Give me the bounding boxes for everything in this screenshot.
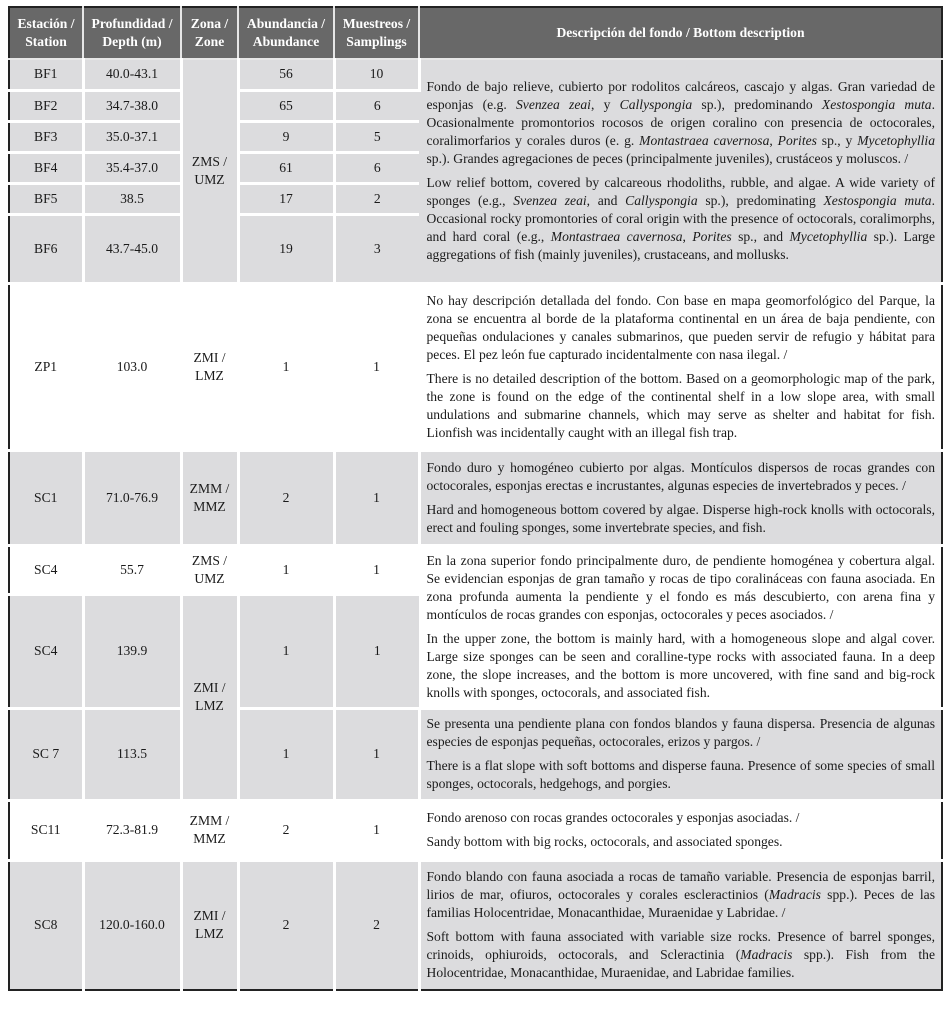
header-samplings-es: Muestreos / [342,16,411,31]
cell-abundance: 1 [238,545,334,594]
description-en: In the upper zone, the bottom is mainly hard, with a homogeneous slope and algal cover. Large size sponges can be seen and coralline-type rocks with associated fauna. In a deep zone, the slope increases, and the bottom is more uncovered, with fine sand and big-rock knolls with sponges, octocorals, and associated fish. [426,630,935,700]
cell-samplings: 1 [334,594,419,708]
cell-depth: 72.3-81.9 [83,800,181,860]
cell-zone [181,860,238,990]
description-en: Low relief bottom, covered by calcareous rhodoliths, rubble, and algae. A wide variety of sponges (e.g., Svenzea zeai, and Callyspongia sp.), predominating Xestospongia muta. Occasional rocky promontories of coral origin with the presence of octocorals, coralimorphs, and hard coral (e.g., Montastraea cavernosa, Porites sp., and Mycetophyllia sp.). Large aggregations of fish (mainly juveniles), crustaceans, and mollusks. [426,174,936,262]
zone-es: ZMI / [193,908,226,924]
species-name: Svenzea zeai [513,192,587,208]
cell-station: SC 7 [9,708,83,800]
cell-depth: 38.5 [83,183,181,214]
cell-samplings: 2 [334,860,419,990]
cell-samplings: 1 [334,800,419,860]
species-name: Montastraea cavernosa [639,132,770,148]
species-name: Porites [777,132,817,148]
zone-en: LMZ [195,926,224,942]
zone-es: ZMM / [189,480,230,496]
description-es: Fondo de bajo relieve, cubierto por rodolitos calcáreos, cascajo y algas. Gran variedad de esponjas (e.g. Svenzea zeai, y Callyspongia sp.), predominando Xestospongia muta. Ocasionalmente promontorios rocosos de origen coralino con presencia de octocorales, coralimorfarios y corales duros (e. g. Montastraea cavernosa, Porites sp., y Mycetophyllia sp.). Grandes agregaciones de peces (principalmente juveniles), crustáceos y moluscos. / [426,78,935,166]
header-description: Descripción del fondo / Bottom description [419,7,942,59]
cell-abundance: 61 [238,152,334,183]
header-zone-es: Zona / [190,16,229,31]
description-en: There is no detailed description of the bottom. Based on a geomorphologic map of the park, the zone is found on the edge of the continental shelf in a low slope area, with small undulations and submarine channels, which may serve as shelter and habitat for fish. Lionfish was incidentally caught with an illegal fish trap. [426,370,935,440]
species-name: Montastraea cavernosa [550,228,683,244]
zone-en: UMZ [194,570,225,586]
zone-es: ZMI / [193,680,226,695]
cell-depth: 35.0-37.1 [83,121,181,152]
species-name: Madracis [740,947,793,963]
cell-station: SC11 [9,800,83,860]
cell-abundance: 17 [238,183,334,214]
cell-station: BF5 [9,183,83,214]
cell-station: BF1 [9,59,83,90]
header-row [9,7,942,59]
cell-abundance: 19 [238,214,334,283]
cell-station: SC4 [9,545,83,594]
cell-description [419,59,942,283]
species-name: Svenzea zeai [516,96,591,112]
cell-samplings: 2 [334,183,419,214]
cell-samplings: 1 [334,708,419,800]
cell-abundance: 1 [238,283,334,450]
cell-zone [181,283,238,450]
cell-samplings: 6 [334,90,419,121]
cell-depth: 139.9 [83,594,181,708]
cell-depth: 71.0-76.9 [83,450,181,545]
cell-description [419,800,942,860]
cell-depth: 40.0-43.1 [83,59,181,90]
table-row [9,708,942,800]
description-es: Fondo blando con fauna asociada a rocas de tamaño variable. Presencia de esponjas barril, lirios de mar, ofiuros, octocorales y corales escleractinios (Madracis spp.). Peces de las familias Holocentridae, Monacanthidae, Muraenidae y Labridae. / [426,869,936,921]
zone-en: UMZ [194,171,225,187]
cell-station: BF4 [9,152,83,183]
cell-samplings: 5 [334,121,419,152]
description-en: Hard and homogeneous bottom covered by algae. Disperse high-rock knolls with octocorals, erect and fouling sponges, some invertebrate species, and fish. [426,501,935,535]
description-en: Sandy bottom with big rocks, octocorals, and associated sponges. [426,834,783,849]
species-name: Madracis [768,887,821,903]
description-es: En la zona superior fondo principalmente duro, de pendiente homogénea y cobertura algal. Se evidencian esponjas de gran tamaño y rocas de tipo coralináceas con fauna asociada. En zona profunda aumenta la pendiente y el fondo es más descubierto, con arena fina y montículos de rocas grandes con esponjas, octocorales y peces asociados. / [426,552,935,622]
header-station-es: Estación / [17,16,75,31]
header-abundance-es: Abundancia / [246,16,326,31]
cell-zone [181,450,238,545]
cell-zone [181,594,238,800]
cell-abundance: 1 [238,594,334,708]
cell-samplings: 1 [334,283,419,450]
cell-samplings: 1 [334,450,419,545]
cell-abundance: 1 [238,708,334,800]
cell-depth: 113.5 [83,708,181,800]
cell-abundance: 2 [238,860,334,990]
cell-abundance: 9 [238,121,334,152]
header-zone-en: Zone [194,34,225,49]
zone-es: ZMS / [191,552,228,568]
description-es: Fondo arenoso con rocas grandes octocorales y esponjas asociadas. / [426,810,800,825]
cell-description [419,708,942,800]
header-depth-es: Profundidad / [91,16,173,31]
species-name: Mycetophyllia [789,228,868,244]
zone-en: LMZ [195,698,224,713]
cell-station: SC8 [9,860,83,990]
table-row [9,800,942,860]
cell-zone [181,59,238,283]
cell-station: BF6 [9,214,83,283]
cell-station: BF2 [9,90,83,121]
cell-zone [181,545,238,594]
zone-en: MMZ [193,498,226,514]
species-name: Porites [692,228,732,244]
cell-abundance: 56 [238,59,334,90]
cell-description [419,860,942,990]
zone-en: MMZ [193,831,226,846]
header-samplings [334,7,419,59]
table-row [9,450,942,545]
cell-depth: 103.0 [83,283,181,450]
table-row [9,860,942,990]
cell-description [419,545,942,708]
header-zone [181,7,238,59]
cell-samplings: 6 [334,152,419,183]
species-name: Callyspongia [625,192,698,208]
cell-depth: 43.7-45.0 [83,214,181,283]
cell-station: BF3 [9,121,83,152]
zone-es: ZMS / [191,153,228,169]
species-name: Callyspongia [619,96,693,112]
cell-description [419,283,942,450]
species-name: Xestospongia muta [823,192,932,208]
description-es: No hay descripción detallada del fondo. Con base en mapa geomorfológico del Parque, la zona se encuentra al borde de la plataforma continental en un área de baja pendiente, con pequeñas ondulaciones y canales submarinos, que pueden servir de refugio y hábitat para peces. El pez león fue capturado incidentalmente con nasa ilegal. / [426,292,935,362]
cell-depth: 34.7-38.0 [83,90,181,121]
cell-station: SC4 [9,594,83,708]
cell-zone [181,800,238,860]
species-name: Xestospongia muta [821,96,932,112]
cell-abundance: 2 [238,800,334,860]
description-es: Fondo duro y homogéneo cubierto por algas. Montículos dispersos de rocas grandes con octocorales, esponjas erectas e incrustantes, algunas especies de invertebrados y peces. / [426,459,935,493]
description-es: Se presenta una pendiente plana con fondos blandos y fauna dispersa. Presencia de algunas especies de esponjas pequeñas, octocorales, erizos y pargos. / [426,716,935,749]
cell-samplings: 1 [334,545,419,594]
cell-depth: 120.0-160.0 [83,860,181,990]
bottom-description-table [8,6,943,991]
zone-es: ZMI / [193,349,226,365]
zone-es: ZMM / [189,813,230,828]
cell-station: ZP1 [9,283,83,450]
header-station [9,7,83,59]
header-abundance-en: Abundance [252,34,320,49]
cell-abundance: 65 [238,90,334,121]
table-row [9,283,942,450]
description-en: There is a flat slope with soft bottoms and disperse fauna. Presence of some species of small sponges, octocorals, hedgehogs, and porgies. [426,758,935,791]
header-abundance [238,7,334,59]
species-name: Mycetophyllia [857,132,935,148]
description-en: Soft bottom with fauna associated with variable size rocks. Presence of barrel sponges, crinoids, ophiuroids, octocorals, and Scleractinia (Madracis spp.). Fish from the Holocentridae, Monacanthidae, Muraenidae, and Labridae families. [426,929,935,981]
cell-abundance: 2 [238,450,334,545]
header-depth-en: Depth (m) [102,34,162,49]
header-depth [83,7,181,59]
header-station-en: Station [25,34,67,49]
table-row [9,545,942,594]
cell-depth: 55.7 [83,545,181,594]
cell-station: SC1 [9,450,83,545]
cell-samplings: 3 [334,214,419,283]
cell-depth: 35.4-37.0 [83,152,181,183]
zone-en: LMZ [195,367,224,383]
cell-description [419,450,942,545]
cell-samplings: 10 [334,59,419,90]
header-samplings-en: Samplings [346,34,407,49]
table-row [9,59,942,90]
